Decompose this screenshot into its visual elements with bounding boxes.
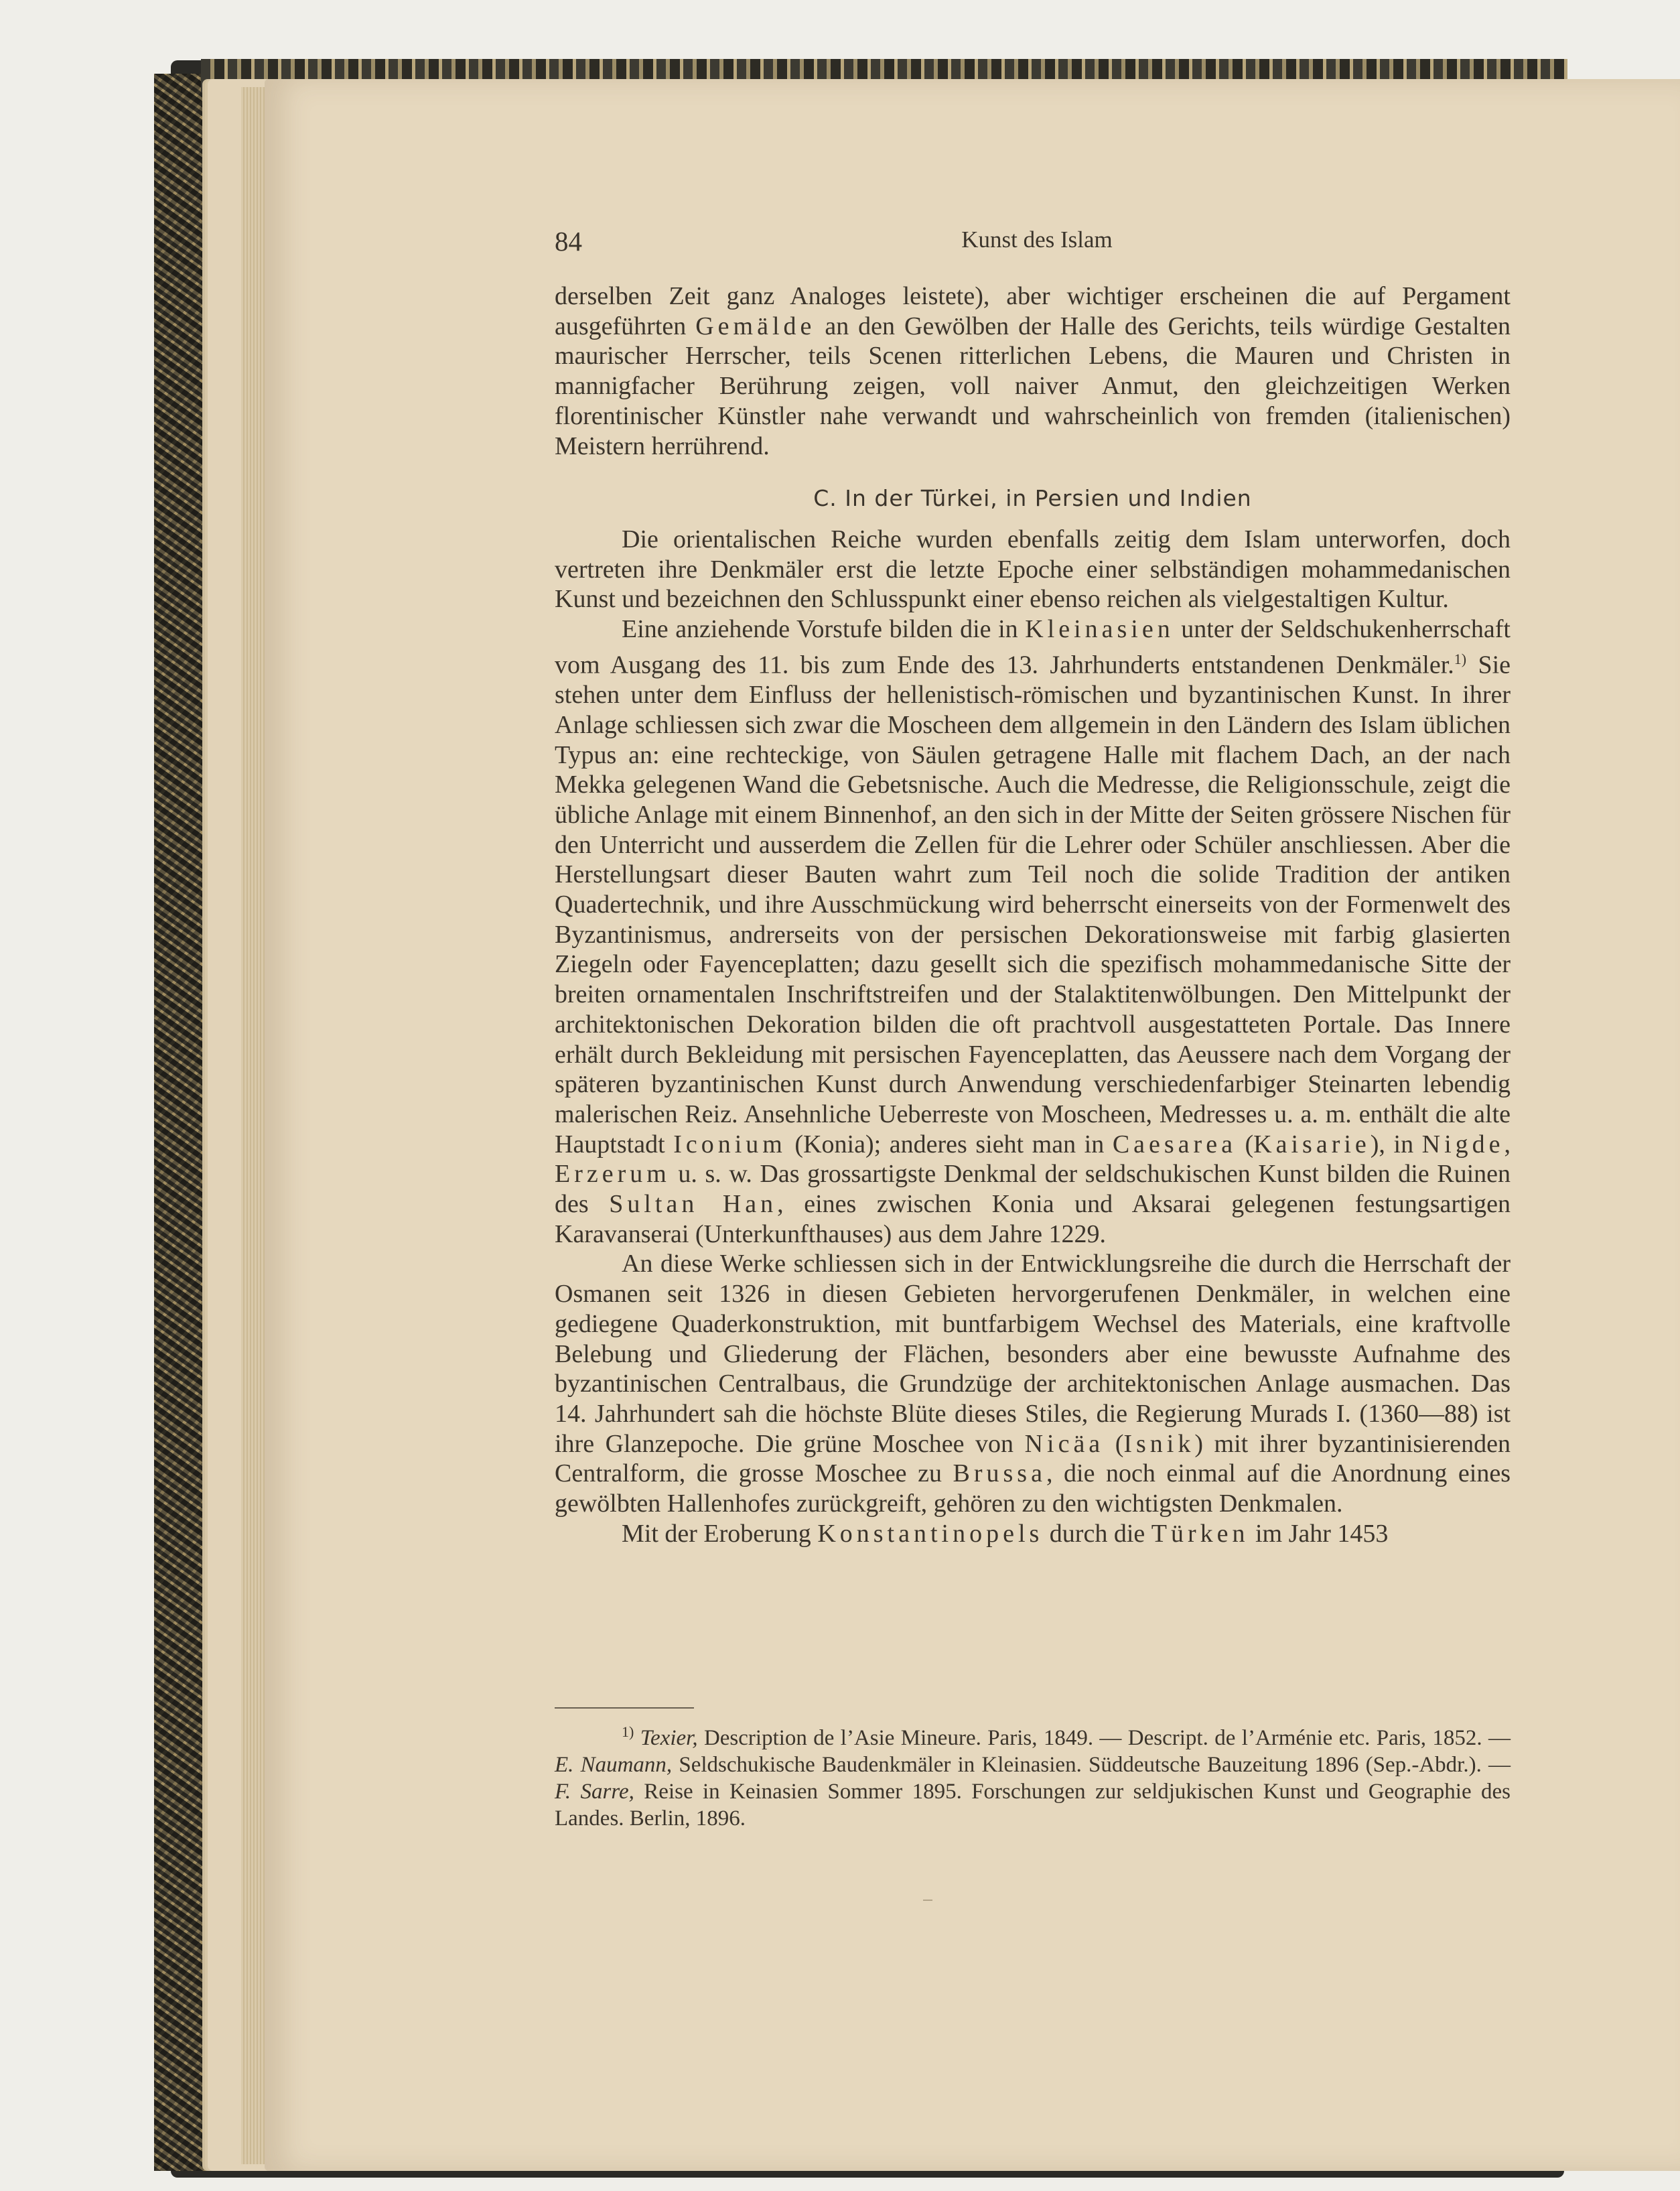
footnote-author-texier: Texier,: [640, 1726, 698, 1750]
page-number: 84: [555, 226, 582, 257]
footnote-1: $^{1)}$ Texier, Description de l’Asie Mineure. Paris, 1849. — Descript. de l’Arménie etc. Paris, 1852. — E. Naumann, Seldschukische Baudenkmäler in Kleinasien. Süddeutsche Bauzeitung 1896 (Sep.-Abdr.). — F. Sarre, Reise in Keinasien Sommer 1895. Forschungen zur seldjukischen Kunst und Geographie des Landes. Berlin, 1896.: [555, 1723, 1511, 1831]
emphasis-iconium: Iconium: [673, 1130, 786, 1158]
footnote-mark: 1): [622, 1723, 634, 1740]
paper-mark: [923, 1900, 932, 1901]
page-edges: [241, 87, 268, 2164]
emphasis-isnik: Isnik: [1123, 1429, 1195, 1458]
running-title: Kunst des Islam: [961, 226, 1113, 253]
paragraph-1: derselben Zeit ganz Analoges leistete), aber wichtiger erscheinen die auf Pergament ausgeführten Gemälde an den Gewölben der Halle des Gerichts, teils würdige Gestalten maurischer Herrscher, teils Scenen ritterlichen Lebens, die Mauren und Christen in mannigfacher Berührung zeigen, voll naiver Anmut, den gleichzeitigen Werken florentinischer Künstler nahe verwandt und wahrscheinlich von fremden (italienischen) Meistern herrührend.: [555, 282, 1511, 460]
emphasis-kleinasien: Kleinasien: [1025, 615, 1174, 644]
paragraph-3: Eine anziehende Vorstufe bilden die in Kleinasien unter der Seldschukenherrschaft vom Ausgang des 11. bis zum Ende des 13. Jahrhunderts entstandenen Denkmäler.$^{1)}$ Sie stehen unter dem Einfluss der hellenistisch-römischen und byzantinischen Kunst. In ihrer Anlage schliessen sich zwar die Moscheen dem allgemein in den Ländern des Islam üblichen Typus an: eine rechteckige, von Säulen getragene Halle mit flachem Dach, an der nach Mekka gelegenen Wand die Gebetsnische. Auch die Medresse, die Religionsschule, zeigt die übliche Anlage mit einem Binnenhof, an den sich in der Mitte der Seiten grössere Nischen für den Unterricht und ausserdem die Zellen für die Lehrer oder Schüler anschliessen. Aber die Herstellungsart dieser Bauten wahrt zum Teil noch die solide Tradition der antiken Quadertechnik, und ihre Ausschmückung wird beherrscht einerseits von der Formenwelt des Byzantinismus, andrerseits von der persischen Dekorationsweise mit farbig glasierten Ziegeln oder Fayenceplatten; dazu gesellt sich die spezifisch mohammedanische Sitte der breiten ornamentalen Inschriftstreifen und der Stalaktitenwölbungen. Den Mittelpunkt der architektonischen Dekoration bilden die oft prachtvoll ausgestatteten Portale. Das Innere erhält durch Bekleidung mit persischen Fayenceplatten, das Aeussere nach dem Vorgang der späteren byzantinischen Kunst durch Anwendung verschiedenfarbiger Steinarten lebendig malerischen Reiz. Ansehnliche Ueberreste von Moscheen, Medresses u. a. m. enthält die alte Hauptstadt Iconium (Konia); anderes sieht man in Caesarea (Kaisarie), in Nigde, Erzerum u. s. w. Das grossartigste Denkmal der seldschukischen Kunst bilden die Ruinen des Sultan Han, eines zwischen Konia und Aksarai gelegenen festungsartigen Karavanserai (Unterkunfthauses) aus dem Jahre 1229.: [555, 615, 1511, 1248]
footnote-reference: 1): [1454, 650, 1467, 667]
emphasis-tuerken: Türken: [1151, 1519, 1249, 1548]
emphasis-nigde: Nigde: [1421, 1130, 1504, 1158]
footnote-author-naumann: E. Naumann,: [555, 1753, 673, 1777]
emphasis-sultan-han: Sultan Han: [609, 1190, 778, 1219]
emphasis-konstantinopels: Konstantinopels: [817, 1519, 1044, 1548]
emphasis-kaisarie: Kaisarie: [1253, 1130, 1371, 1158]
footnote-rule: [555, 1707, 694, 1709]
paragraph-4: An diese Werke schliessen sich in der Entwicklungsreihe die durch die Herrschaft der Osmanen seit 1326 in diesen Gebieten hervorgerufenen Denkmäler, in welchen eine gediegene Quaderkonstruktion, mit buntfarbigem Wechsel des Materials, eine kraftvolle Belebung und Gliederung der Flächen, besonders aber eine bewusste Aufnahme des byzantinischen Centralbaus, die Grundzüge der architektonischen Anlage ausmachen. Das 14. Jahrhundert sah die höchste Blüte dieses Stiles, die Regierung Murads I. (1360—88) ist ihre Glanzepoche. Die grüne Moschee von Nicäa (Isnik) mit ihrer byzantinisierenden Centralform, die grosse Moschee zu Brussa, die noch einmal auf die Anordnung eines gewölbten Hallenhofes zurückgreift, gehören zu den wichtigsten Denkmalen.: [555, 1250, 1511, 1518]
paragraph-2: Die orientalischen Reiche wurden ebenfalls zeitig dem Islam unterworfen, doch vertreten ihre Denkmäler erst die letzte Epoche einer selbständigen mohammedanischen Kunst und bezeichnen den Schlusspunkt einer ebenso reichen als vielgestaltigen Kultur.: [555, 525, 1511, 614]
paragraph-5: Mit der Eroberung Konstantinopels durch die Türken im Jahr 1453: [622, 1519, 1389, 1548]
emphasis-caesarea: Caesarea: [1112, 1130, 1237, 1158]
section-heading: C. In der Türkei, in Persien und Indien: [813, 485, 1252, 512]
emphasis-brussa: Brussa: [953, 1459, 1046, 1488]
emphasis-erzerum: Erzerum: [555, 1160, 671, 1189]
footnotes: [555, 1719, 1511, 1832]
body-text: [555, 281, 1511, 1548]
page-header: [555, 225, 1519, 259]
emphasis-gemaelde: Gemälde: [695, 312, 816, 340]
footnote-author-sarre: F. Sarre,: [555, 1780, 634, 1804]
emphasis-nicaea: Nicäa: [1024, 1429, 1105, 1458]
